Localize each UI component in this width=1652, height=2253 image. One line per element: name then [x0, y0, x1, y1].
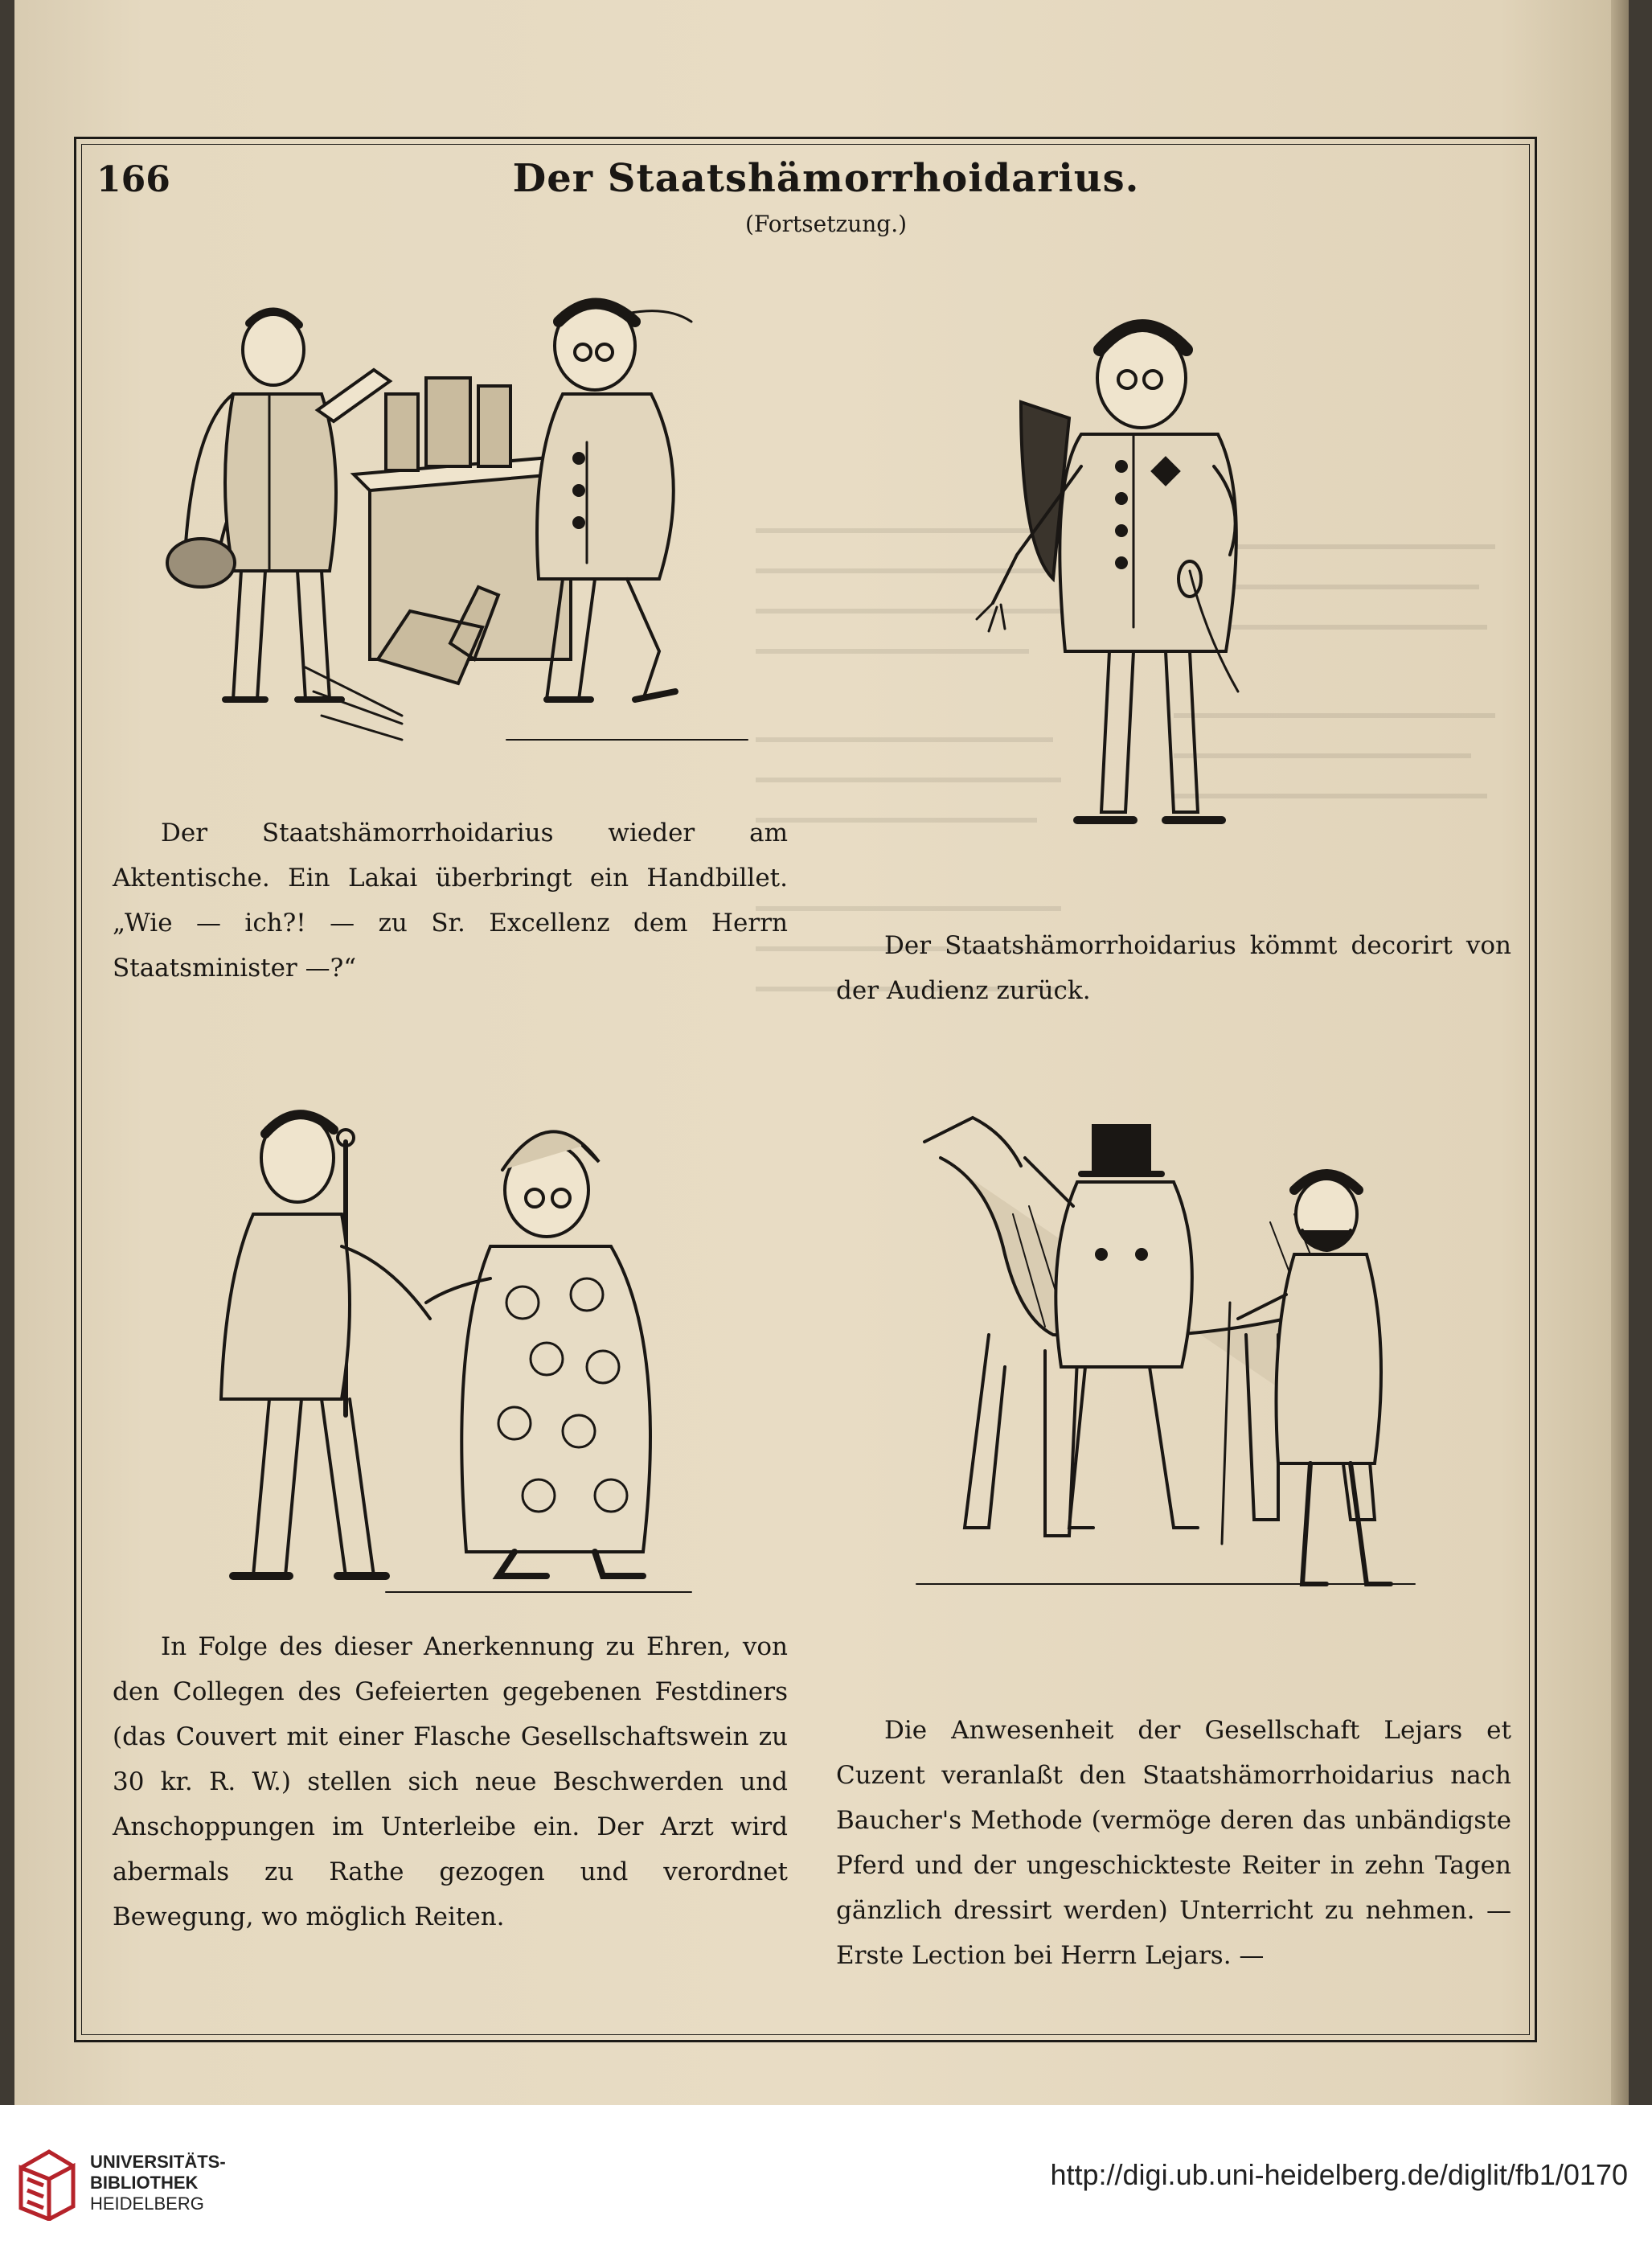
- library-name: [90, 2152, 226, 2214]
- illustration-decorated-official: [949, 306, 1334, 868]
- page-number: 166: [96, 159, 170, 200]
- page-edge: [1611, 0, 1629, 2105]
- caption-panel-4: Die Anwesenheit der Gesellschaft Lejars et Cuzent veranlaßt den Staatshämorrhoidarius nach Baucher's Methode (vermöge deren das unbändigste Pferd und der ungeschickteste Reiter in zehn Tagen gänzlich dressirt werden) Unterricht zu nehmen. — Erste Lection bei Herrn Lejars. —: [836, 1716, 1511, 1970]
- caption-panel-1: Der Staatshämorrhoidarius wieder am Aktentische. Ein Lakai überbringt ein Handbillet. „Wie — ich?! — zu Sr. Excellenz dem Herrn Staatsminister —?“: [113, 819, 788, 983]
- library-name-line-2: BIBLIOTHEK: [90, 2173, 199, 2193]
- illustration-clerk-at-desk: [113, 289, 772, 772]
- illustration-riding-lesson: [908, 1094, 1423, 1624]
- page-title: Der Staatshämorrhoidarius.: [512, 156, 1140, 201]
- library-name-line-3: HEIDELBERG: [90, 2193, 204, 2214]
- caption-panel-2: Der Staatshämorrhoidarius kömmt decorirt von der Audienz zurück.: [836, 931, 1511, 1005]
- university-library-logo-icon: [14, 2144, 77, 2221]
- library-name-line-1: UNIVERSITÄTS-: [90, 2152, 226, 2172]
- source-url-link[interactable]: http://digi.ub.uni-heidelberg.de/diglit/fb1/0170: [1050, 2158, 1628, 2191]
- caption-panel-3: In Folge des dieser Anerkennung zu Ehren, von den Collegen des Gefeierten gegebenen Festdiners (das Couvert mit einer Flasche Gesellschaftswein zu 30 kr. R. W.) stellen sich neue Beschwerden und Anschoppungen im Unterleibe ein. Der Arzt wird abermals zu Rathe gezogen und verordnet Bewegung, wo möglich Reiten.: [113, 1632, 788, 1931]
- page-subtitle: (Fortsetzung.): [744, 211, 908, 237]
- illustration-doctor-visit: [193, 1094, 724, 1608]
- viewer-footer: [0, 2105, 1652, 2253]
